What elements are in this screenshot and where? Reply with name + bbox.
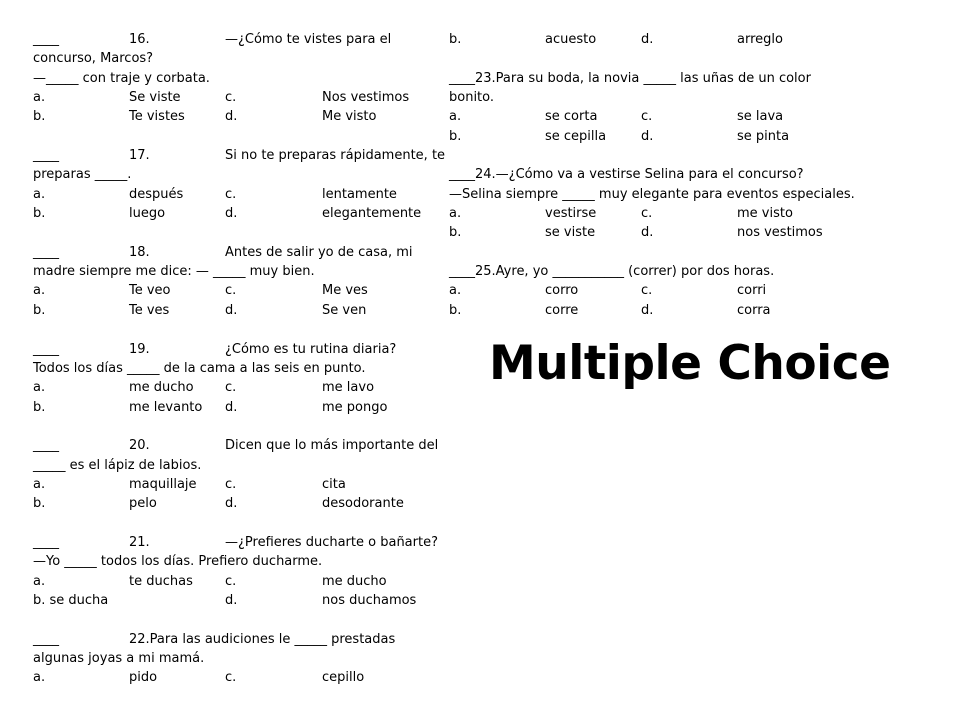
text-cell: d. [641,32,654,47]
text-cell: c. [641,206,653,222]
text-cell: b. se ducha [33,592,109,608]
text-cell: vestirse [545,206,597,222]
text-line [449,107,949,126]
text-cell: me lavo [322,380,375,396]
text-cell: d. [225,592,238,608]
text-cell: bonito. [449,90,495,106]
text-cell: se viste [545,225,596,241]
text-cell: b. [33,399,46,415]
right-column [449,30,949,320]
text-cell: c. [225,90,237,106]
text-line [33,456,448,475]
text-cell: se pinta [737,128,790,144]
text-line [449,88,949,107]
text-cell: a. [33,573,46,589]
text-cell: a. [449,206,462,222]
text-cell: ____ [33,438,59,454]
text-cell: d. [641,128,654,144]
text-cell: ¿Cómo es tu rutina diaria? [225,341,397,357]
text-line [33,649,448,668]
text-cell: b. [33,496,46,512]
text-cell: me levanto [129,399,203,415]
text-cell: corre [545,302,579,318]
text-cell: preparas _____. [33,167,132,183]
text-line [33,668,448,687]
text-cell: 19. [129,341,150,357]
text-cell: b. [33,302,46,318]
text-cell: Me visto [322,109,377,125]
text-line [33,30,448,49]
text-cell: 22.Para las audiciones le _____ prestadas [129,631,396,647]
text-cell: ____ [33,148,59,164]
text-line [33,359,448,378]
text-line [33,49,448,68]
text-line [449,301,949,320]
text-line [449,49,949,68]
text-cell: b. [33,109,46,125]
text-cell: c. [641,283,653,299]
left-column [33,30,448,688]
text-line [33,630,448,649]
text-line [33,301,448,320]
text-cell: Me ves [322,283,368,299]
text-line [33,378,448,397]
text-line [33,572,448,591]
text-cell: Nos vestimos [322,90,410,106]
text-cell: —_____ con traje y corbata. [33,70,210,86]
text-line [449,281,949,300]
text-line [449,223,949,242]
text-cell: a. [33,380,46,396]
text-cell: ____ [33,244,59,260]
text-line [449,204,949,223]
text-cell: se cepilla [545,128,607,144]
text-cell: ____ [33,341,59,357]
text-cell: pido [129,670,158,686]
text-cell: Todos los días _____ de la cama a las seis en punto. [33,360,366,376]
text-line [33,165,448,184]
text-line [33,320,448,339]
text-cell: —¿Cómo te vistes para el [225,32,392,47]
text-cell: d. [225,496,238,512]
text-line [33,223,448,242]
text-line [33,340,448,359]
text-cell: Se viste [129,90,181,106]
text-cell: _____ es el lápiz de labios. [33,457,202,473]
text-line [33,591,448,610]
text-cell: maquillaje [129,476,197,492]
text-cell: c. [225,670,237,686]
text-cell: me pongo [322,399,388,415]
text-line [33,552,448,571]
text-line [449,243,949,262]
text-cell: a. [33,90,46,106]
text-line [33,88,448,107]
text-line [33,107,448,126]
text-cell: —¿Prefieres ducharte o bañarte? [225,534,438,550]
text-cell: ____ [33,631,59,647]
text-cell: 21. [129,534,150,550]
text-cell: desodorante [322,496,404,512]
text-cell: concurso, Marcos? [33,51,154,67]
text-cell: nos duchamos [322,592,417,608]
text-cell: corro [545,283,579,299]
text-cell: a. [449,283,462,299]
text-cell: a. [33,476,46,492]
text-cell: d. [225,206,238,222]
text-line [33,475,448,494]
text-line [449,165,949,184]
text-line [449,69,949,88]
text-cell: 18. [129,244,150,260]
text-cell: después [129,186,184,202]
text-cell: luego [129,206,166,222]
text-cell: corri [737,283,767,299]
text-line [33,127,448,146]
text-cell: Te ves [129,302,170,318]
text-cell: b. [33,206,46,222]
text-cell: algunas joyas a mi mamá. [33,651,205,666]
text-cell: acuesto [545,32,597,47]
text-line [33,262,448,281]
text-line [33,146,448,165]
text-cell: 17. [129,148,150,164]
text-line [33,398,448,417]
text-line [449,146,949,165]
text-cell: cita [322,476,346,492]
text-cell: ____ [33,534,59,550]
text-cell: ____ [33,32,59,47]
text-cell: ____25.Ayre, yo ___________ (correr) por dos horas. [449,264,775,280]
text-cell: corra [737,302,771,318]
text-cell: se corta [545,109,598,125]
text-cell: Te veo [129,283,171,299]
text-cell: c. [641,109,653,125]
text-cell: arreglo [737,32,783,47]
text-cell: Se ven [322,302,367,318]
text-cell: c. [225,573,237,589]
text-cell: 16. [129,32,150,47]
text-cell: d. [225,399,238,415]
text-cell: a. [33,283,46,299]
text-line [33,185,448,204]
text-cell: me ducho [322,573,387,589]
text-cell: Te vistes [129,109,185,125]
text-line [33,69,448,88]
text-cell: madre siempre me dice: — _____ muy bien. [33,264,315,280]
text-cell: —Yo _____ todos los días. Prefiero ducharme. [33,554,323,570]
text-cell: se lava [737,109,784,125]
text-cell: 20. [129,438,150,454]
text-line [33,417,448,436]
text-cell: Dicen que lo más importante del [225,438,439,454]
text-cell: c. [225,283,237,299]
text-cell: elegantemente [322,206,422,222]
text-cell: a. [33,186,46,202]
text-cell: te duchas [129,573,193,589]
text-cell: me ducho [129,380,194,396]
text-line [33,494,448,513]
text-cell: d. [641,225,654,241]
text-cell: Antes de salir yo de casa, mi [225,244,413,260]
text-cell: cepillo [322,670,365,686]
text-cell: ____24.—¿Cómo va a vestirse Selina para el concurso? [449,167,804,183]
text-cell: c. [225,476,237,492]
text-line [33,204,448,223]
text-cell: c. [225,380,237,396]
text-line [33,436,448,455]
text-line [33,243,448,262]
text-line [33,514,448,533]
text-cell: b. [449,225,462,241]
text-cell: b. [449,302,462,318]
text-line [33,610,448,629]
text-cell: a. [33,670,46,686]
text-line [449,30,949,49]
text-cell: me visto [737,206,793,222]
text-line [449,127,949,146]
text-cell: b. [449,32,462,47]
text-cell: d. [641,302,654,318]
text-cell: nos vestimos [737,225,823,241]
text-cell: ____23.Para su boda, la novia _____ las uñas de un color [449,70,811,86]
text-line [33,281,448,300]
text-cell: b. [449,128,462,144]
text-cell: lentamente [322,186,397,202]
text-cell: —Selina siempre _____ muy elegante para eventos especiales. [449,186,855,202]
page-title: Multiple Choice [489,336,891,391]
text-cell: c. [225,186,237,202]
text-cell: pelo [129,496,157,512]
text-line [33,533,448,552]
text-cell: Si no te preparas rápidamente, te [225,148,446,164]
text-line [449,262,949,281]
text-cell: a. [449,109,462,125]
text-line [449,185,949,204]
text-cell: d. [225,302,238,318]
text-cell: d. [225,109,238,125]
